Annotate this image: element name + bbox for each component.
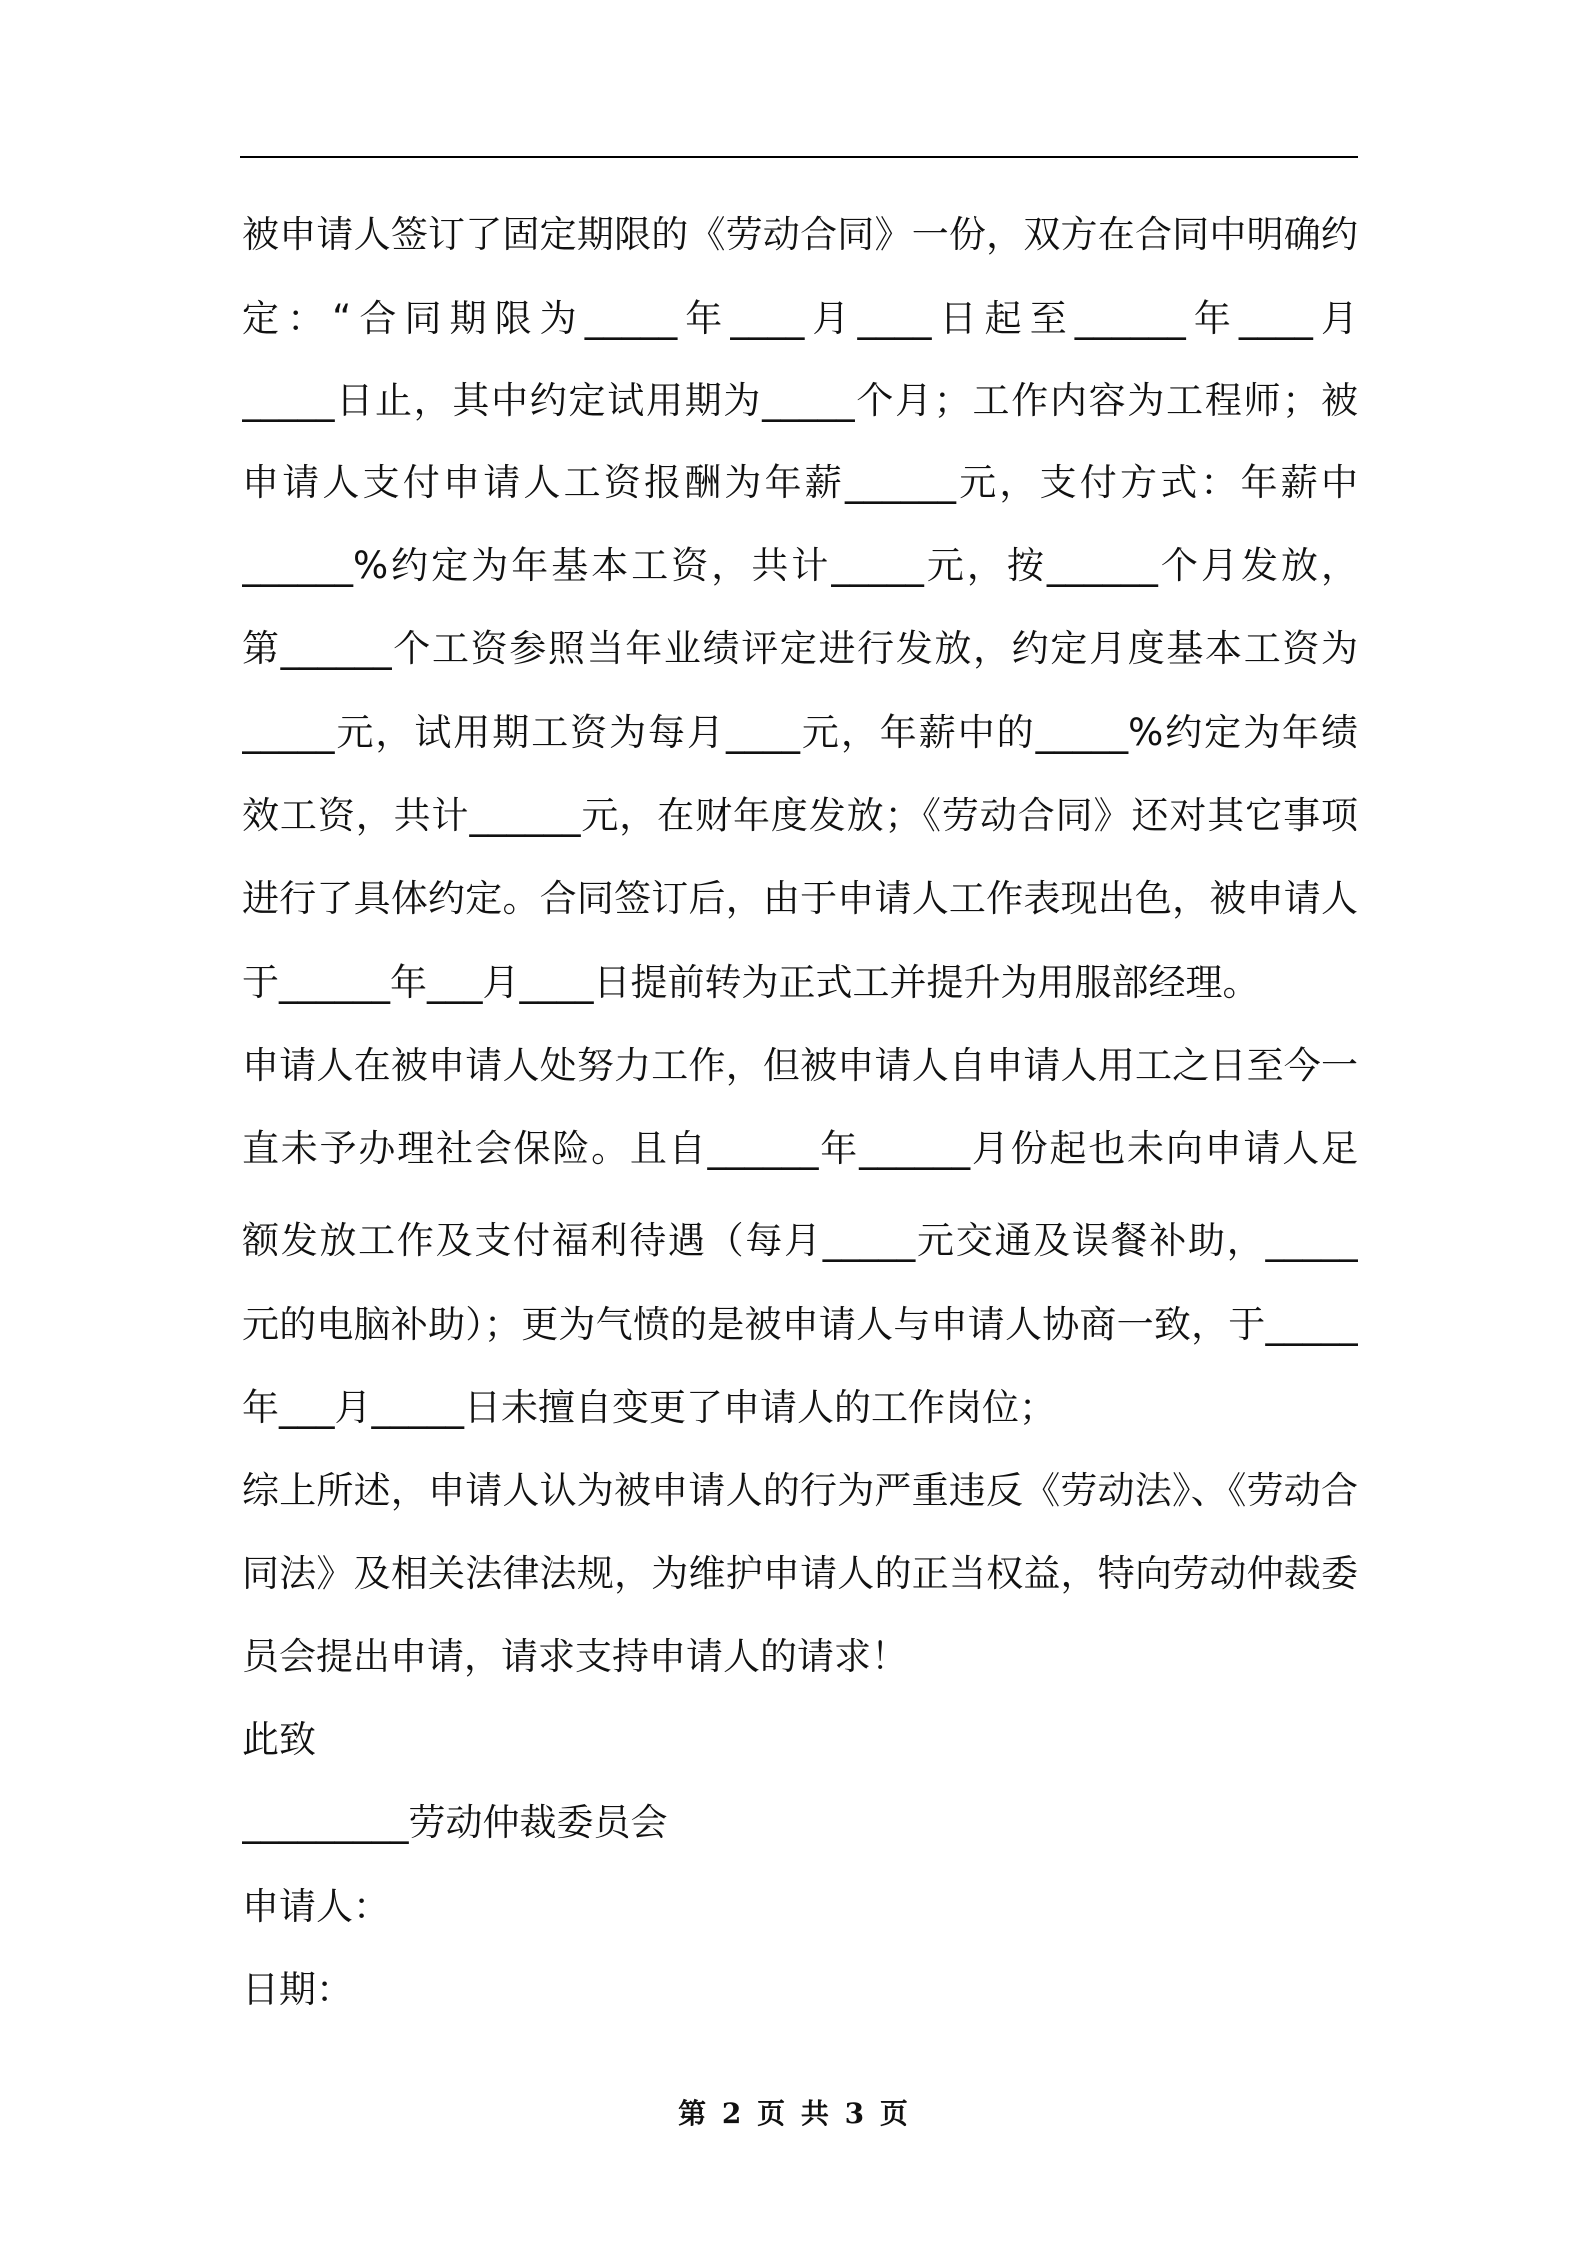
header-rule <box>240 156 1358 158</box>
paragraph-line-3: _____日止，其中约定试用期为_____个月；工作内容为工程师；被 <box>242 379 1358 422</box>
date-label: 日期： <box>242 1968 353 2011</box>
applicant-label: 申请人： <box>242 1885 390 1928</box>
paragraph-line-10: 于______年___月____日提前转为正式工并提升为用服部经理。 <box>242 961 1260 1004</box>
page-number-footer: 第 2 页 共 3 页 <box>678 2097 908 2130</box>
paragraph-line-8: 效工资，共计______元，在财年度发放；《劳动合同》还对其它事项 <box>242 794 1358 837</box>
paragraph-line-14: 元的电脑补助）；更为气愤的是被申请人与申请人协商一致，于_____ <box>242 1303 1358 1346</box>
paragraph-line-16: 综上所述，申请人认为被申请人的行为严重违反《劳动法》、《劳动合 <box>242 1469 1358 1512</box>
paragraph-line-13: 额发放工作及支付福利待遇（每月_____元交通及误餐补助，_____ <box>242 1219 1358 1262</box>
paragraph-line-7: _____元，试用期工资为每月____元，年薪中的_____%约定为年绩 <box>242 711 1358 754</box>
paragraph-line-2: 定：“合同期限为_____年____月____日起至______年____月 <box>242 297 1358 340</box>
paragraph-line-5: ______%约定为年基本工资，共计_____元，按______个月发放， <box>242 544 1358 587</box>
paragraph-line-12: 直未予办理社会保险。且自______年______月份起也未向申请人足 <box>242 1127 1358 1170</box>
paragraph-line-17: 同法》及相关法律法规，为维护申请人的正当权益，特向劳动仲裁委 <box>242 1552 1358 1595</box>
paragraph-line-9: 进行了具体约定。合同签订后，由于申请人工作表现出色，被申请人 <box>242 877 1358 920</box>
paragraph-line-4: 申请人支付申请人工资报酬为年薪______元，支付方式：年薪中 <box>242 461 1358 504</box>
paragraph-line-15: 年___月_____日未擅自变更了申请人的工作岗位； <box>242 1386 1056 1429</box>
paragraph-line-1: 被申请人签订了固定期限的《劳动合同》一份，双方在合同中明确约 <box>242 213 1358 256</box>
paragraph-line-11: 申请人在被申请人处努力工作，但被申请人自申请人用工之日至今一 <box>242 1044 1358 1087</box>
addressee-committee: _________劳动仲裁委员会 <box>242 1801 668 1844</box>
paragraph-line-18: 员会提出申请，请求支持申请人的请求！ <box>242 1635 908 1678</box>
paragraph-line-6: 第______个工资参照当年业绩评定进行发放，约定月度基本工资为 <box>242 627 1358 670</box>
closing-salutation: 此致 <box>242 1718 316 1761</box>
